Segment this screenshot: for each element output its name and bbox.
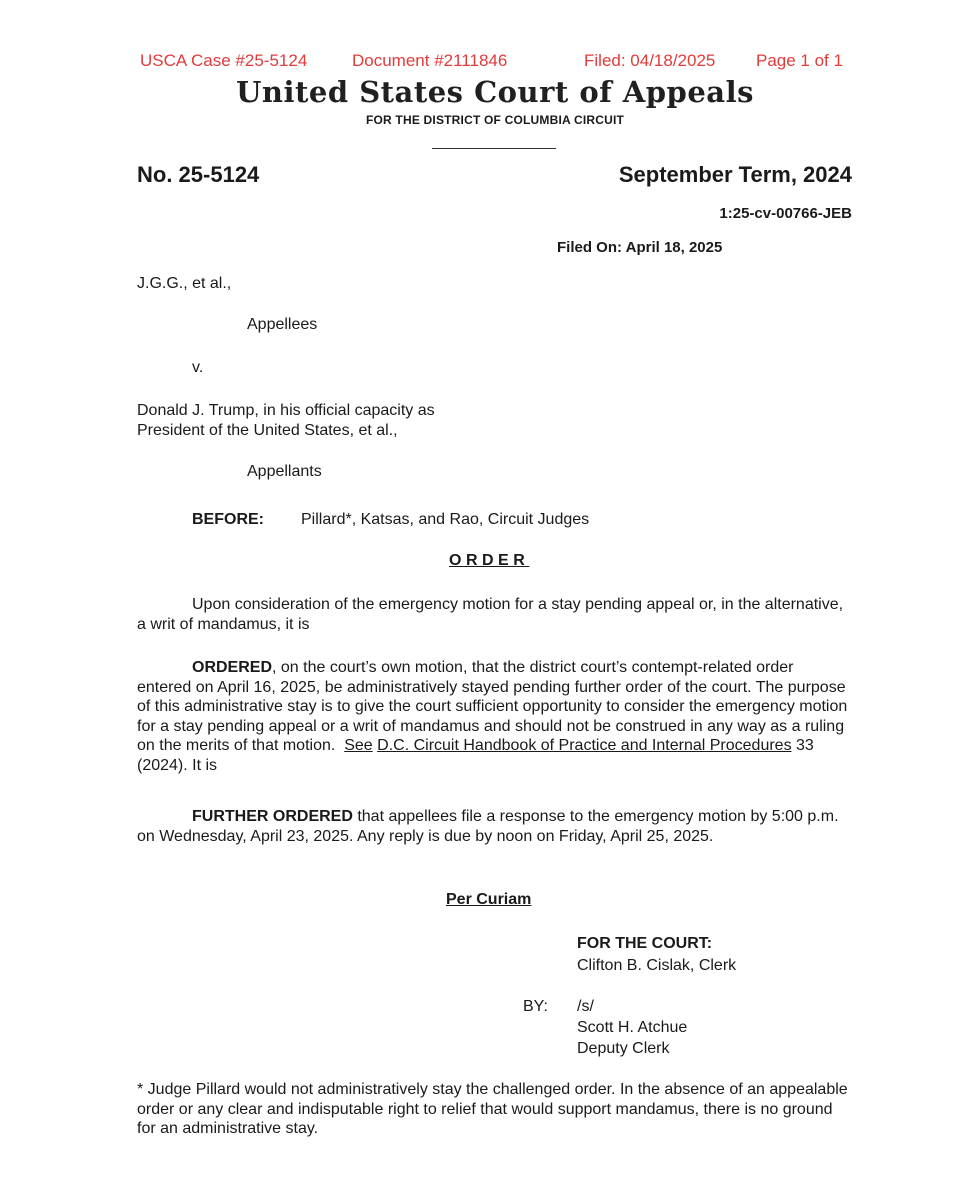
footnote (137, 1080, 849, 1139)
by-label: BY: (523, 998, 548, 1015)
court-name: United States Court of Appeals (236, 75, 754, 109)
deputy-clerk-title: Deputy Clerk (577, 1040, 670, 1057)
panel-judges: Pillard*, Katsas, and Rao, Circuit Judges (301, 511, 590, 528)
handbook-citation: D.C. Circuit Handbook of Practice and Internal Procedures (377, 737, 792, 754)
see-signal: See (344, 737, 373, 754)
for-the-court: FOR THE COURT: (577, 935, 713, 952)
deputy-clerk-name: Scott H. Atchue (577, 1019, 688, 1036)
appellees-name: J.G.G., et al., (137, 275, 232, 292)
case-number: No. 25-5124 (137, 162, 260, 187)
stamp-document-number: Document #2111846 (352, 51, 508, 70)
order-title: ORDER (449, 552, 530, 569)
stamp-case-number: USCA Case #25-5124 (140, 51, 308, 70)
intro-paragraph (137, 595, 849, 634)
district-case-number: 1:25-cv-00766-JEB (719, 205, 852, 222)
stamp-filed-date: Filed: 04/18/2025 (584, 51, 716, 70)
appellants-name-line2: President of the United States, et al., (137, 422, 398, 439)
ordered-label: ORDERED (192, 659, 273, 676)
stamp-page-count: Page 1 of 1 (756, 51, 843, 70)
versus: v. (192, 359, 204, 376)
ordered-paragraph (137, 658, 849, 775)
ordered-text: , on the court’s own motion, that the district court’s contempt-related order entered on April 16, 2025, be administratively stayed pending further order of the court. The purpose of this administrative stay is to give the court sufficient opportunity to consider the emergency motion for a stay pending appeal or a writ of mandamus and should not be construed in any way as a ruling on the merits of that motion. (137, 659, 848, 754)
further-ordered-label: FURTHER ORDERED (192, 808, 353, 825)
further-ordered-text: that appellees file a response to the emergency motion by 5:00 p.m. on Wednesday, April 23, 2025. Any reply is due by noon on Friday, April 25, 2025. (137, 808, 839, 845)
appellees-label: Appellees (247, 316, 318, 333)
heading-divider (432, 148, 556, 149)
footnote-text: * Judge Pillard would not administratively stay the challenged order. In the absence of an appealable order or any clear and indisputable right to relief that would support mandamus, there is no ground for an administrative stay. (137, 1081, 848, 1137)
signature-mark: /s/ (577, 998, 594, 1015)
further-ordered-paragraph (137, 807, 849, 846)
court-term: September Term, 2024 (618, 162, 852, 187)
clerk-name: Clifton B. Cislak, Clerk (577, 957, 737, 974)
citation-tail: 33 (2024). It is (137, 737, 814, 774)
appellants-label: Appellants (247, 463, 322, 480)
court-circuit: FOR THE DISTRICT OF COLUMBIA CIRCUIT (365, 113, 625, 127)
panel-label: BEFORE: (192, 511, 264, 528)
appellants-name-line1: Donald J. Trump, in his official capacity as (137, 402, 435, 419)
filed-on-date: Filed On: April 18, 2025 (557, 239, 723, 256)
per-curiam: Per Curiam (446, 891, 532, 908)
intro-text: Upon consideration of the emergency motion for a stay pending appeal or, in the alternative, a writ of mandamus, it is (137, 596, 844, 633)
